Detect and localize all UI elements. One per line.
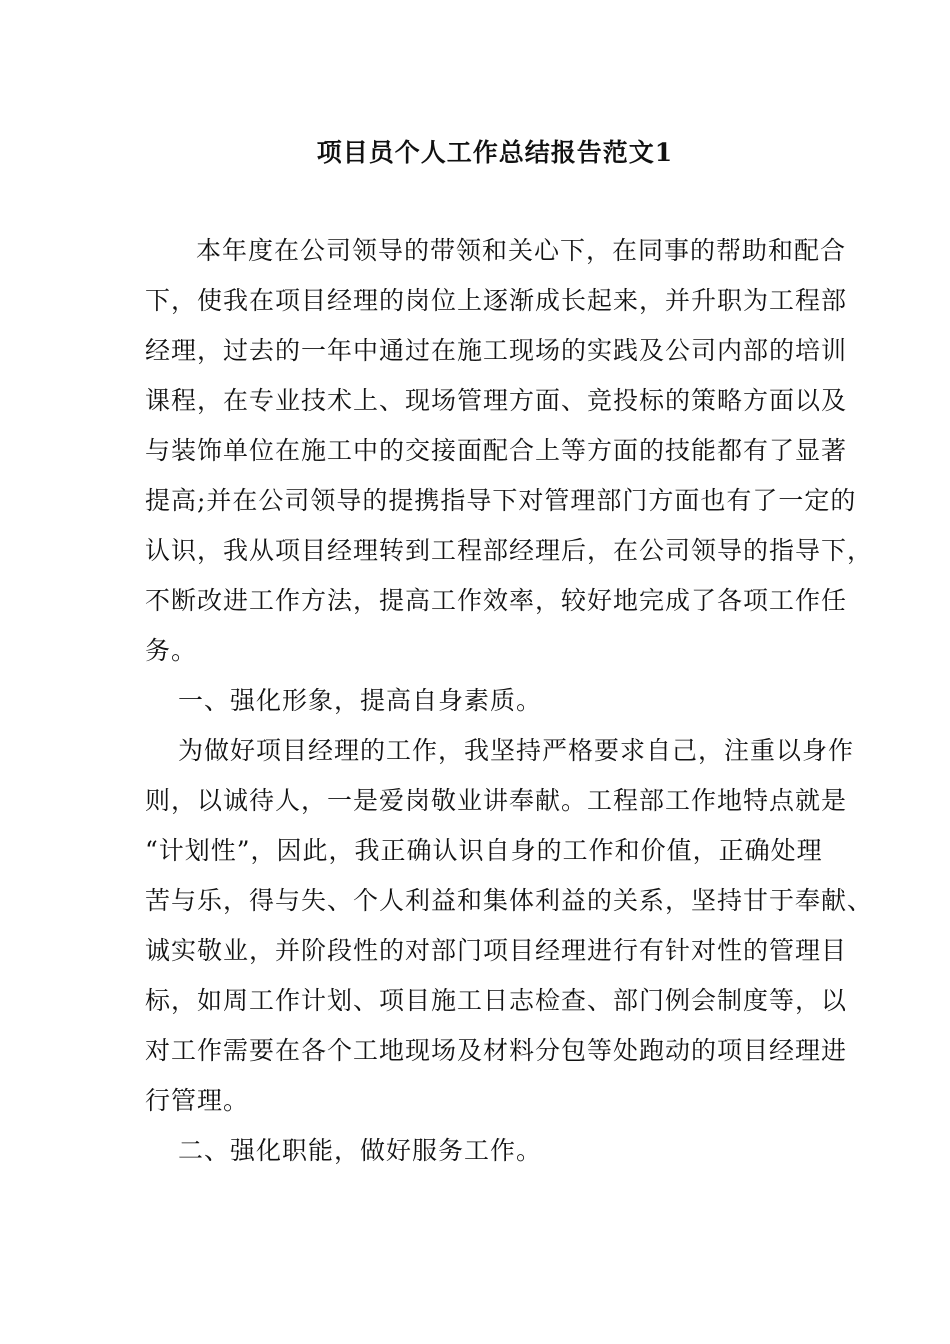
paragraph-line: 对工作需要在各个工地现场及材料分包等处跑动的项目经理进 bbox=[145, 1036, 848, 1065]
paragraph-line: 行管理。 bbox=[145, 1086, 250, 1115]
paragraph-line: 经理，过去的一年中通过在施工现场的实践及公司内部的培训 bbox=[145, 336, 848, 365]
section-heading: 二、强化职能，做好服务工作。 bbox=[178, 1136, 543, 1165]
paragraph-line: 提高;并在公司领导的提携指导下对管理部门方面也有了一定的 bbox=[145, 486, 857, 515]
document-title: 项目员个人工作总结报告范文1 bbox=[316, 138, 674, 167]
paragraph-line: 标，如周工作计划、项目施工日志检查、部门例会制度等，以 bbox=[145, 986, 848, 1015]
section-heading: 一、强化形象，提高自身素质。 bbox=[178, 686, 543, 715]
paragraph-line: 则，以诚待人，一是爱岗敬业讲奉献。工程部工作地特点就是 bbox=[145, 786, 848, 815]
paragraph-line: 诚实敬业，并阶段性的对部门项目经理进行有针对性的管理目 bbox=[145, 936, 848, 965]
paragraph-line: 不断改进工作方法，提高工作效率，较好地完成了各项工作任 bbox=[145, 586, 848, 615]
paragraph-line: 下，使我在项目经理的岗位上逐渐成长起来，并升职为工程部 bbox=[145, 286, 848, 315]
paragraph-line: “计划性”，因此，我正确认识自身的工作和价值，正确处理 bbox=[145, 836, 823, 865]
paragraph-line: 为做好项目经理的工作，我坚持严格要求自己，注重以身作 bbox=[178, 736, 855, 765]
paragraph-line: 苦与乐，得与失、个人利益和集体利益的关系，坚持甘于奉献、 bbox=[145, 886, 874, 915]
paragraph-line: 课程，在专业技术上、现场管理方面、竞投标的策略方面以及 bbox=[145, 386, 848, 415]
paragraph-line: 认识，我从项目经理转到工程部经理后，在公司领导的指导下， bbox=[145, 536, 874, 565]
paragraph-line: 本年度在公司领导的带领和关心下，在同事的帮助和配合 bbox=[170, 236, 847, 265]
paragraph-line: 与装饰单位在施工中的交接面配合上等方面的技能都有了显著 bbox=[145, 436, 848, 465]
paragraph-line: 务。 bbox=[145, 636, 198, 665]
